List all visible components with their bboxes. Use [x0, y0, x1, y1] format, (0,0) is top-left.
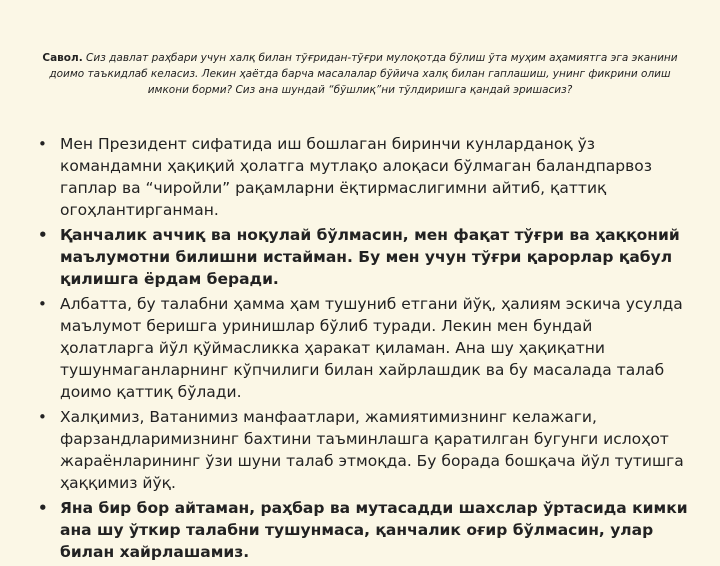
bullet-text: Мен Президент сифатида иш бошлаган биринчи кунларданоқ ўз командамни ҳақиқий ҳолатга мутлақо алоқаси бўлмаган баландпарвоз гаплар ва “чиройли” рақамларни ёқтирмаслигимни айтиб, қаттиқ огоҳлантирганман. — [60, 135, 652, 219]
bullet-item-4 — [38, 406, 688, 494]
bullet-icon: • — [38, 408, 47, 426]
bullet-item-5 — [38, 497, 688, 563]
bullet-icon: • — [38, 135, 47, 153]
bullet-item-2 — [38, 224, 688, 290]
bullet-text: Қанчалик аччиқ ва ноқулай бўлмасин, мен фақат тўғри ва ҳаққоний маълумотни билишни истайман. Бу мен учун тўғри қарорлар қабул қилишга ёрдам беради. — [60, 226, 680, 288]
question-block — [30, 50, 690, 98]
bullet-text: Яна бир бор айтаман, раҳбар ва мутасадди шахслар ўртасида кимки ана шу ўткир талабни тушунмаса, қанчалик оғир бўлмасин, улар билан хайрлашамиз. — [60, 499, 688, 561]
bullet-text: Албатта, бу талабни ҳамма ҳам тушуниб етгани йўқ, ҳалиям эскича усулда маълумот беришга уринишлар бўлиб туради. Лекин мен бундай ҳолатларга йўл қўймасликка ҳаракат қиламан. Ана шу ҳақиқатни тушунмаганларнинг кўпчилиги билан хайрлашдик ва бу масалада талаб доимо қаттиқ бўлади. — [60, 295, 683, 401]
question-text: Сиз давлат раҳбари учун халқ билан тўғридан-тўғри мулоқотда бўлиш ўта муҳим аҳамиятга эга эканини доимо таъкидлаб келасиз. Лекин ҳаётда барча масалалар бўйича халқ билан гаплашиш, унинг фикрини олиш имкони борми? Сиз ана шундай “бўшлиқ”ни тўлдиришга қандай эришасиз? — [49, 52, 678, 96]
bullet-icon: • — [38, 226, 48, 244]
bullet-item-1 — [38, 133, 688, 221]
bullet-icon: • — [38, 499, 48, 517]
bullet-icon: • — [38, 295, 47, 313]
bullet-item-3 — [38, 293, 688, 403]
bullet-text: Халқимиз, Ватанимиз манфаатлари, жамиятимизнинг келажаги, фарзандларимизнинг бахтини таъминлашга қаратилган бугунги ислоҳот жараёнларининг ўзи шуни талаб этмоқда. Бу борада бошқача йўл тутишга ҳаққимиз йўқ. — [60, 408, 684, 492]
question-label: Савол. — [42, 52, 83, 64]
answer-bullet-list — [38, 133, 688, 566]
